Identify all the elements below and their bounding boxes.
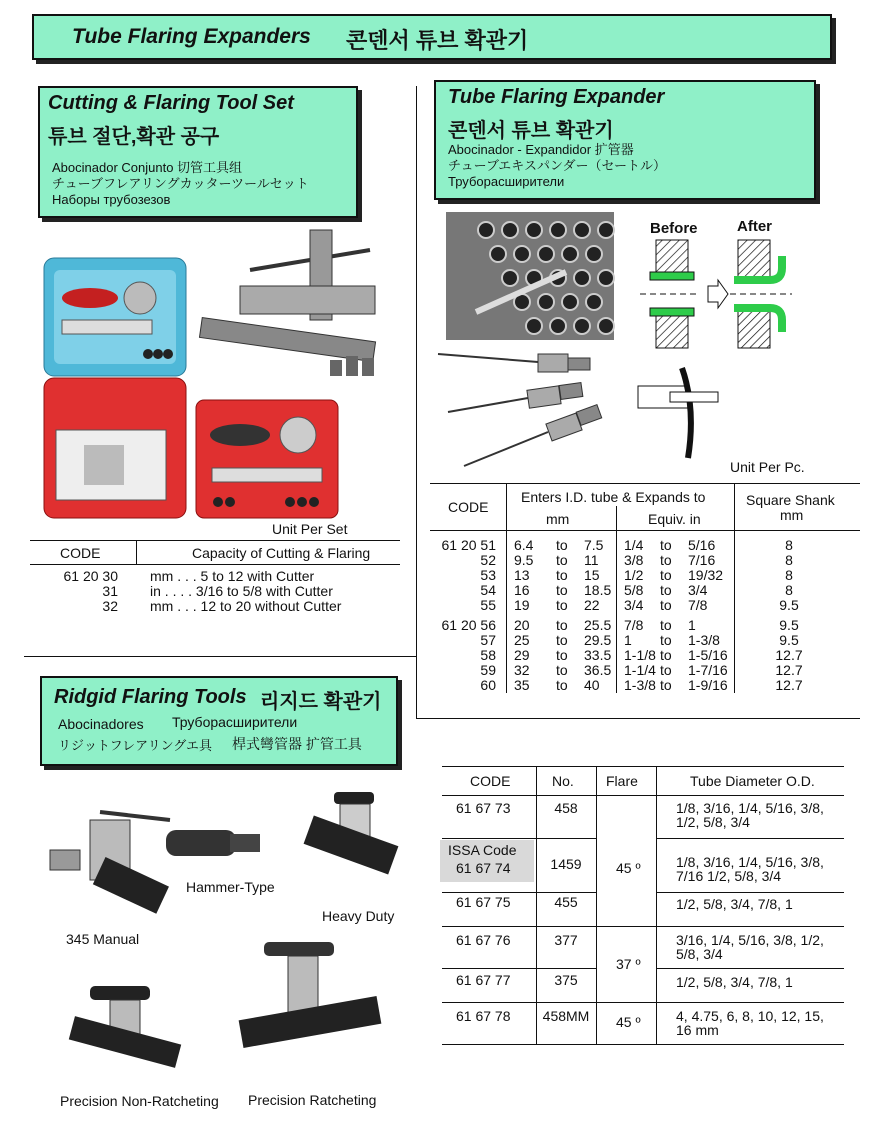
- expander-cell-to1: to: [556, 567, 568, 583]
- ridgid-title-box: [40, 676, 398, 766]
- expander-cell-s: 12.7: [775, 677, 803, 693]
- expander-cell-d: 5/16: [688, 537, 716, 553]
- expander-tools-image: [438, 348, 718, 468]
- expander-cell-a: 13: [514, 567, 530, 583]
- flare-header-code: CODE: [470, 773, 511, 789]
- expander-cell-c: 1-3/8: [624, 677, 656, 693]
- expander-cell-a: 20: [514, 617, 530, 633]
- expander-bottom-line: [416, 718, 860, 719]
- expander-cell-s: 8: [785, 567, 793, 583]
- flare-cell-no: 458MM: [542, 1008, 590, 1024]
- flare-cell-od2: 5/8, 3/4: [676, 946, 723, 962]
- expander-cell-to1: to: [556, 632, 568, 648]
- expander-cell-code: 61 20 51: [441, 537, 496, 553]
- expander-cell-to1: to: [556, 582, 568, 598]
- expander-header-mm: mm: [546, 511, 570, 527]
- expander-cell-a: 16: [514, 582, 530, 598]
- cutting-desc-0: mm . . . 5 to 12 with Cutter: [150, 568, 315, 584]
- flare-cell-od2: 1/2, 5/8, 3/4: [676, 814, 750, 830]
- flare-header-no: No.: [552, 773, 574, 789]
- ridgid-line-2b: 桿式彎管器 扩管工具: [232, 736, 362, 752]
- label-hammer-type: Hammer-Type: [186, 879, 275, 895]
- expander-cell-s: 9.5: [779, 597, 799, 613]
- expander-cell-code: 58: [480, 647, 496, 663]
- expander-header-shank-unit: mm: [780, 507, 804, 523]
- expander-cell-to2: to: [660, 597, 672, 613]
- expander-cell-a: 32: [514, 662, 530, 678]
- after-label: After: [737, 218, 773, 235]
- flare-cell-code: 61 67 78: [456, 1008, 511, 1024]
- flare-header-od: Tube Diameter O.D.: [690, 773, 815, 789]
- expander-cell-s: 8: [785, 552, 793, 568]
- expander-cell-d: 1-9/16: [688, 677, 728, 693]
- expander-cell-b: 11: [584, 552, 599, 568]
- cutting-header-capacity: Capacity of Cutting & Flaring: [192, 545, 371, 561]
- flare-cell-od2: 7/16 1/2, 5/8, 3/4: [676, 868, 782, 884]
- cutting-title-box: [38, 86, 358, 218]
- flare-cell-no: 455: [554, 894, 578, 910]
- flare-cell-od1: 1/2, 5/8, 3/4, 7/8, 1: [676, 896, 793, 912]
- expander-cell-s: 8: [785, 582, 793, 598]
- expander-cell-d: 1-5/16: [688, 647, 728, 663]
- condenser-photo: [446, 212, 614, 340]
- expander-cell-c: 5/8: [624, 582, 644, 598]
- expander-cell-a: 29: [514, 647, 530, 663]
- expander-cell-c: 1/4: [624, 537, 644, 553]
- expander-title-ko: 콘덴서 튜브 확관기: [448, 120, 614, 142]
- expander-cell-s: 9.5: [779, 632, 799, 648]
- ridgid-line-1a: Abocinadores: [58, 716, 144, 732]
- expander-cell-to2: to: [660, 567, 672, 583]
- flare-cell-no: 1459: [550, 856, 582, 872]
- expander-cell-to2: to: [660, 617, 672, 633]
- expander-unit: Unit Per Pc.: [730, 459, 805, 475]
- expander-cell-to1: to: [556, 552, 568, 568]
- flare-cell-od1: 1/8, 3/16, 1/4, 5/16, 3/8,: [676, 854, 824, 870]
- cutting-title: Cutting & Flaring Tool Set: [48, 92, 294, 114]
- expander-cell-code: 55: [480, 597, 496, 613]
- expander-cell-to1: to: [556, 662, 568, 678]
- expander-header-enters: Enters I.D. tube & Expands to: [521, 489, 706, 505]
- expander-cell-to2: to: [660, 662, 672, 678]
- flare-cell-od1: 4, 4.75, 6, 8, 10, 12, 15,: [676, 1008, 824, 1024]
- expander-cell-b: 36.5: [584, 662, 612, 678]
- flare-cell-code: 61 67 75: [456, 894, 511, 910]
- expander-cell-code: 52: [480, 552, 496, 568]
- cutting-desc-2: mm . . . 12 to 20 without Cutter: [150, 598, 342, 614]
- expander-cell-d: 1: [688, 617, 696, 633]
- expander-cell-to2: to: [660, 552, 672, 568]
- expander-cell-to1: to: [556, 647, 568, 663]
- expander-cell-d: 3/4: [688, 582, 708, 598]
- flare-cell-no: 377: [554, 932, 578, 948]
- expander-cell-b: 18.5: [584, 582, 612, 598]
- label-345-manual: 345 Manual: [66, 931, 140, 947]
- flare-header-flare: Flare: [606, 773, 638, 789]
- expander-cell-b: 29.5: [584, 632, 612, 648]
- cutting-code-0: 61 20 30: [63, 568, 118, 584]
- flare-cell-code: 61 67 73: [456, 800, 511, 816]
- expander-cell-to2: to: [660, 647, 672, 663]
- cutting-set-image: [40, 230, 385, 525]
- expander-header-equiv: Equiv. in: [648, 511, 701, 527]
- issa-code-label: ISSA Code: [448, 842, 517, 858]
- section-divider-horizontal: [24, 656, 416, 657]
- page-title-ko: 콘덴서 튜브 확관기: [346, 28, 529, 53]
- ridgid-line-1b: Труборасширители: [172, 714, 298, 730]
- expander-title: Tube Flaring Expander: [448, 86, 665, 108]
- expander-cell-b: 7.5: [584, 537, 604, 553]
- expander-cell-s: 9.5: [779, 617, 799, 633]
- expander-cell-to2: to: [660, 582, 672, 598]
- expander-cell-d: 7/16: [688, 552, 716, 568]
- before-label: Before: [650, 220, 698, 237]
- flare-cell-no: 375: [554, 972, 578, 988]
- expander-cell-to2: to: [660, 537, 672, 553]
- expander-cell-code: 54: [480, 582, 496, 598]
- expander-cell-c: 1/2: [624, 567, 644, 583]
- expander-cell-d: 1-3/8: [688, 632, 720, 648]
- cutting-code-1: 31: [102, 583, 118, 599]
- expander-cell-a: 9.5: [514, 552, 534, 568]
- expander-header-shank: Square Shank: [746, 492, 835, 508]
- flare-37: 37 º: [616, 956, 641, 972]
- flare-45: 45 º: [616, 860, 641, 876]
- expander-cell-b: 15: [584, 567, 600, 583]
- cutting-line-2: チューブフレアリングカッターツールセット: [52, 176, 309, 191]
- expander-line-1: Abocinador - Expandidor 扩管器: [448, 142, 634, 157]
- cutting-header-code: CODE: [60, 545, 101, 561]
- expander-cell-c: 1: [624, 632, 632, 648]
- expander-cell-code: 59: [480, 662, 496, 678]
- expander-cell-to2: to: [660, 632, 672, 648]
- expander-cell-code: 61 20 56: [441, 617, 496, 633]
- expander-cell-to1: to: [556, 537, 568, 553]
- expander-cell-s: 12.7: [775, 662, 803, 678]
- cutting-desc-1: in . . . . 3/16 to 5/8 with Cutter: [150, 583, 333, 599]
- expander-cell-s: 8: [785, 537, 793, 553]
- label-heavy-duty: Heavy Duty: [322, 908, 395, 924]
- flare-cell-od2: 16 mm: [676, 1022, 719, 1038]
- expander-cell-a: 25: [514, 632, 530, 648]
- cutting-unit: Unit Per Set: [272, 521, 348, 537]
- expander-cell-s: 12.7: [775, 647, 803, 663]
- expander-cell-to1: to: [556, 597, 568, 613]
- expander-cell-to1: to: [556, 677, 568, 693]
- before-after-diagram: [630, 238, 795, 350]
- cutting-title-ko: 튜브 절단,확관 공구: [48, 126, 220, 148]
- flare-cell-code: 61 67 74: [456, 860, 511, 876]
- ridgid-line-2a: リジットフレアリングエ具: [58, 738, 213, 753]
- section-divider-vertical: [416, 86, 417, 718]
- page-title: Tube Flaring Expanders: [72, 25, 311, 48]
- expander-cell-code: 60: [480, 677, 496, 693]
- expander-cell-c: 3/8: [624, 552, 644, 568]
- cutting-line-1: Abocinador Conjunto 切管工具组: [52, 160, 243, 175]
- label-precision-non-ratcheting: Precision Non-Ratcheting: [60, 1093, 219, 1109]
- flare-45b: 45 º: [616, 1014, 641, 1030]
- expander-header-code: CODE: [448, 499, 489, 515]
- expander-cell-b: 25.5: [584, 617, 612, 633]
- flare-cell-od1: 1/8, 3/16, 1/4, 5/16, 3/8,: [676, 800, 824, 816]
- expander-cell-a: 35: [514, 677, 530, 693]
- expander-cell-d: 1-7/16: [688, 662, 728, 678]
- expander-cell-to2: to: [660, 677, 672, 693]
- expander-cell-code: 53: [480, 567, 496, 583]
- expander-cell-b: 33.5: [584, 647, 612, 663]
- expander-title-box: [434, 80, 816, 200]
- expander-cell-c: 7/8: [624, 617, 644, 633]
- expander-cell-d: 19/32: [688, 567, 724, 583]
- expander-cell-b: 40: [584, 677, 600, 693]
- flare-cell-od1: 3/16, 1/4, 5/16, 3/8, 1/2,: [676, 932, 824, 948]
- expander-cell-c: 3/4: [624, 597, 644, 613]
- ridgid-title: Ridgid Flaring Tools: [54, 686, 247, 708]
- cutting-code-2: 32: [102, 598, 118, 614]
- expander-cell-b: 22: [584, 597, 600, 613]
- expander-cell-d: 7/8: [688, 597, 708, 613]
- expander-line-2: チューブエキスパンダー（セートル）: [448, 158, 667, 173]
- expander-cell-a: 6.4: [514, 537, 534, 553]
- expander-line-3: Труборасширители: [448, 174, 565, 189]
- flare-cell-code: 61 67 76: [456, 932, 511, 948]
- header-banner: [32, 14, 832, 60]
- expander-cell-a: 19: [514, 597, 530, 613]
- expander-cell-to1: to: [556, 617, 568, 633]
- flare-cell-no: 458: [554, 800, 578, 816]
- label-precision-ratcheting: Precision Ratcheting: [248, 1092, 377, 1108]
- expander-cell-c: 1-1/8: [624, 647, 656, 663]
- expander-cell-code: 57: [480, 632, 496, 648]
- ridgid-title-ko: 리지드 확관기: [260, 691, 382, 713]
- flare-cell-od1: 1/2, 5/8, 3/4, 7/8, 1: [676, 974, 793, 990]
- flare-cell-code: 61 67 77: [456, 972, 511, 988]
- cutting-line-3: Наборы трубозезов: [52, 192, 171, 207]
- expander-cell-c: 1-1/4: [624, 662, 656, 678]
